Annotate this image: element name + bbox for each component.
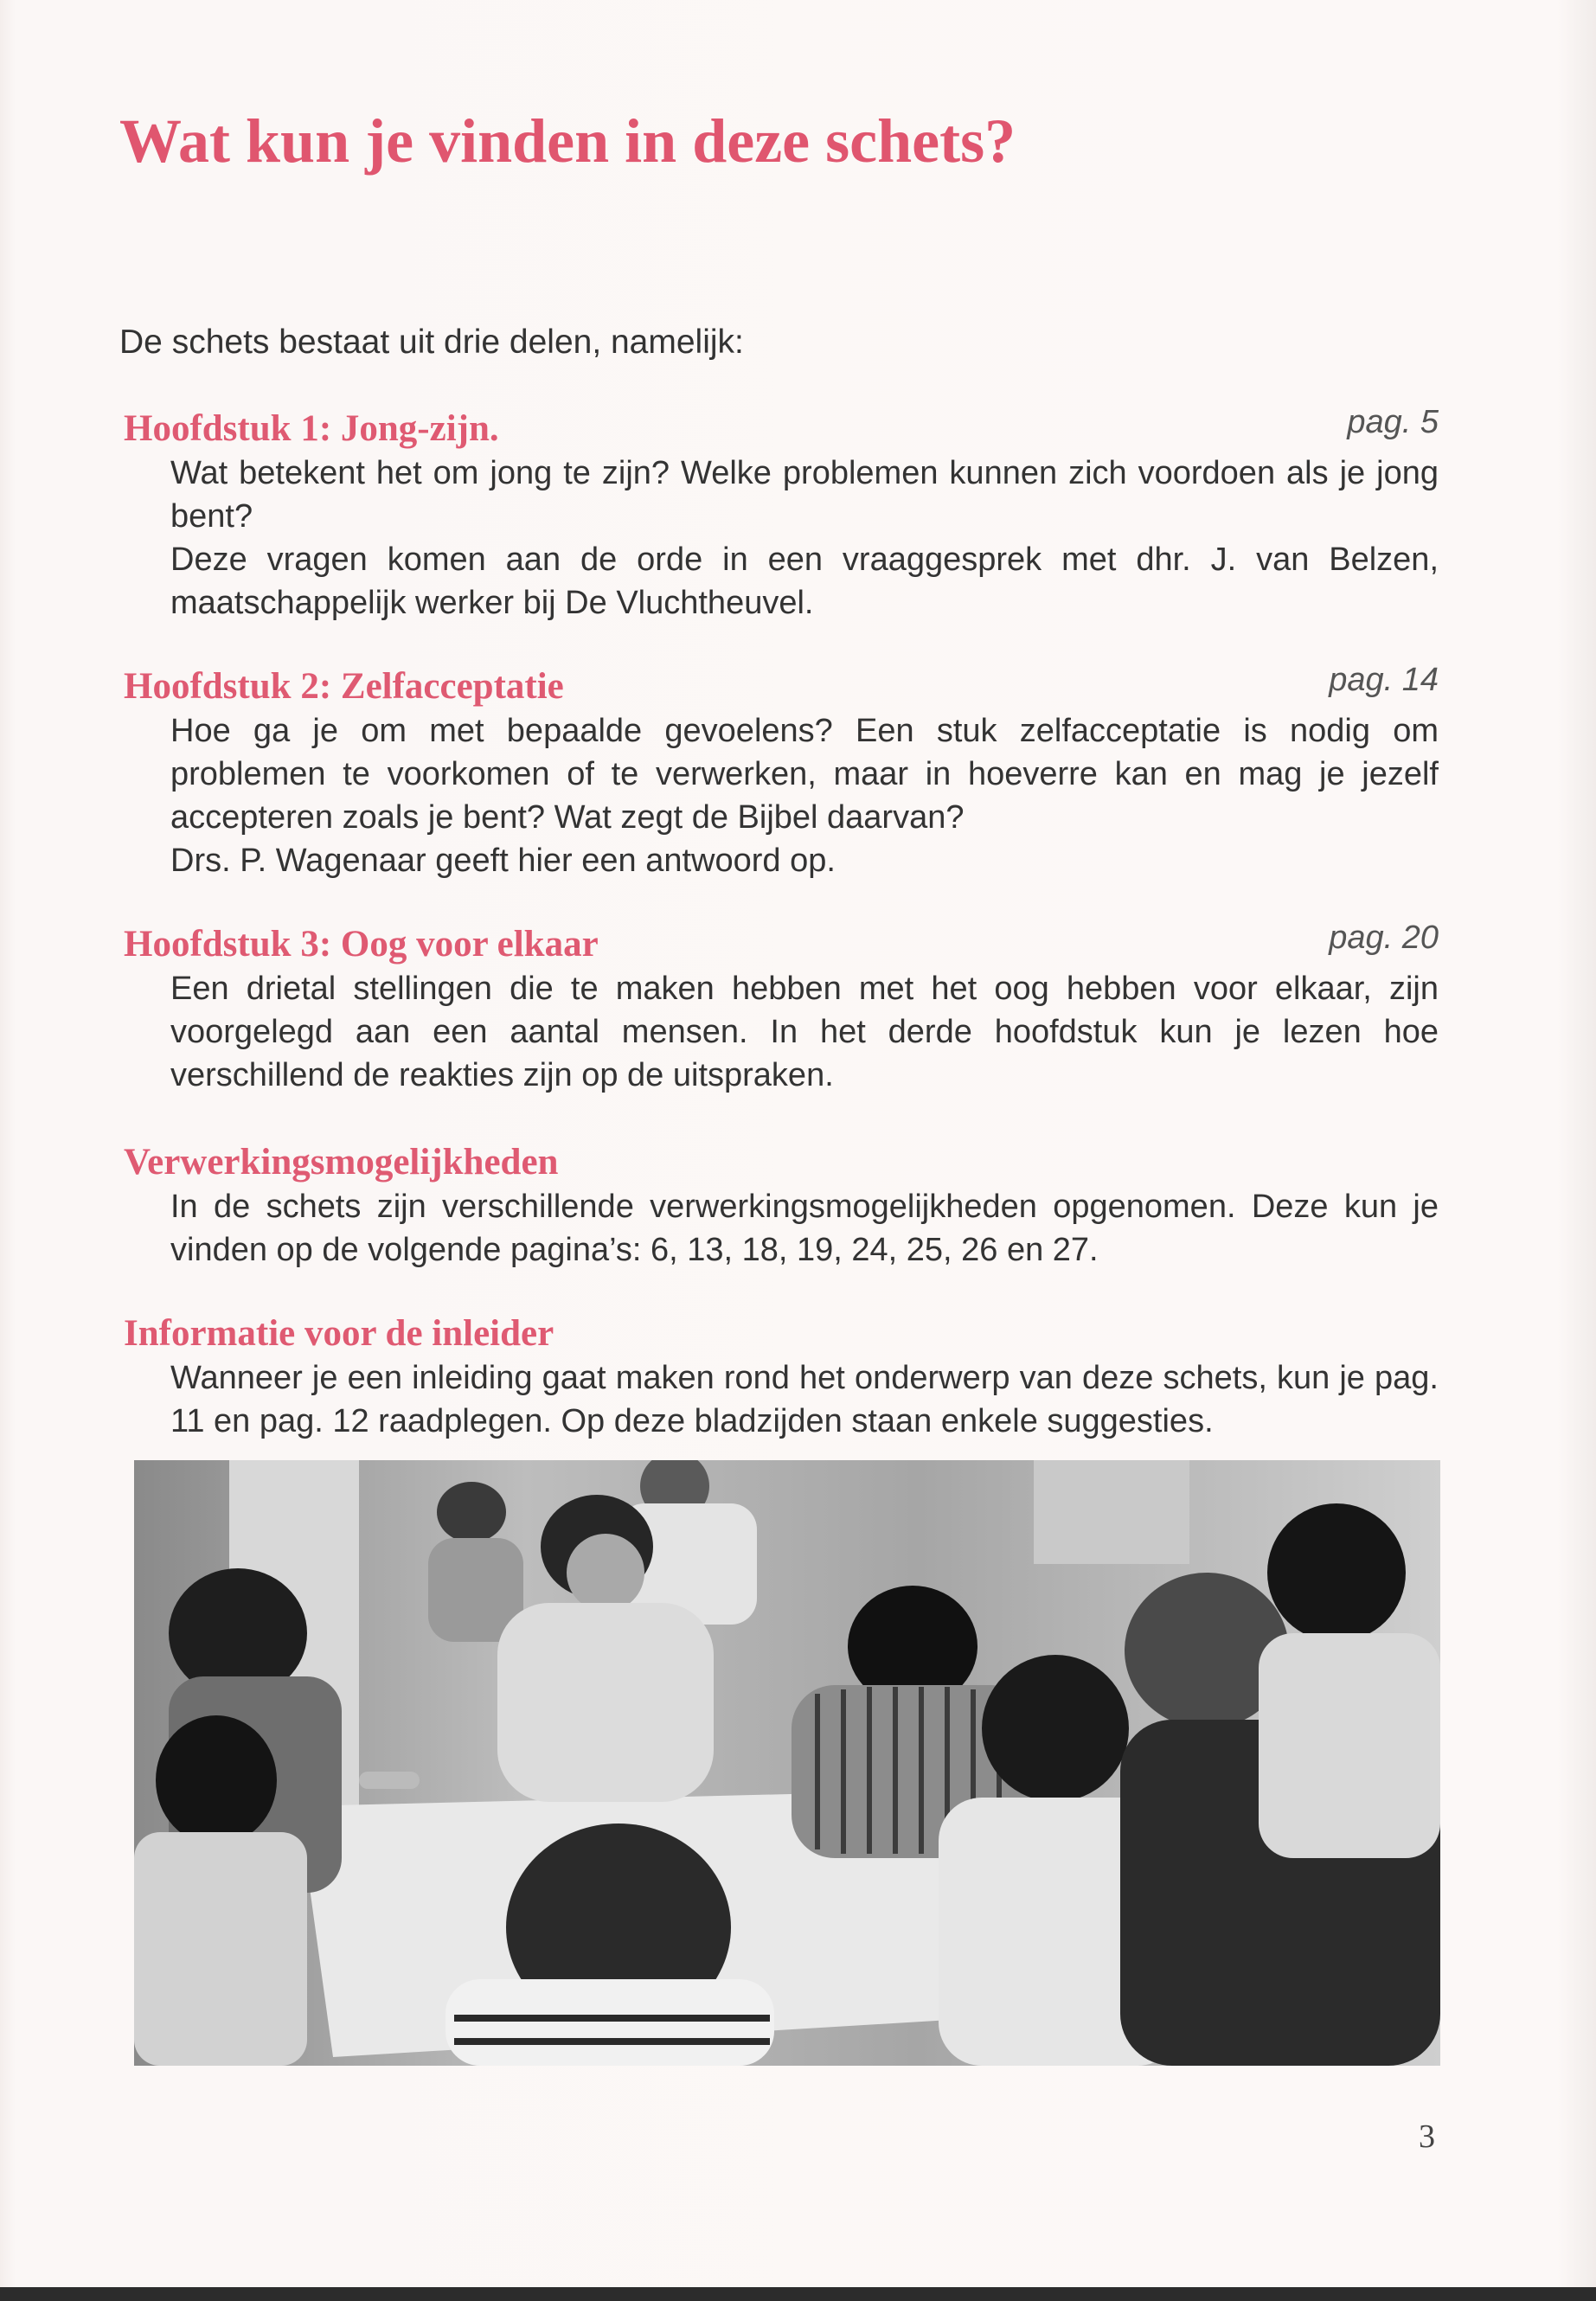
section-title: Hoofdstuk 1: Jong-zijn.	[124, 408, 499, 449]
section-title: Hoofdstuk 3: Oog voor elkaar	[124, 924, 599, 965]
section-header	[124, 922, 1439, 967]
section-paragraph: Deze vragen komen aan de orde in een vraaggesprek met dhr. J. van Belzen, maatschappelijk werker bij De Vluchtheuvel.	[170, 542, 1439, 621]
section-paragraph: Wat betekent het om jong te zijn? Welke problemen kunnen zich voordoen als je jong bent?	[170, 455, 1439, 535]
section-paragraph: In de schets zijn verschillende verwerkingsmogelijkheden opgenomen. Deze kun je vinden op de volgende pagina’s: 6, 13, 18, 19, 24, 25, 26 en 27.	[170, 1189, 1439, 1268]
section-title: Verwerkingsmogelijkheden	[124, 1142, 559, 1183]
section-processing	[124, 1140, 1439, 1272]
section-body	[170, 1356, 1439, 1443]
section-page-ref: pag. 5	[1347, 404, 1439, 440]
section-header	[124, 664, 1439, 709]
section-chapter-2	[124, 664, 1439, 882]
section-page-ref: pag. 20	[1329, 920, 1439, 956]
section-header	[124, 1140, 1439, 1185]
section-body	[170, 1185, 1439, 1272]
page-edge-strip	[0, 2287, 1596, 2301]
section-chapter-3	[124, 922, 1439, 1097]
section-title: Informatie voor de inleider	[124, 1313, 554, 1354]
section-title: Hoofdstuk 2: Zelfacceptatie	[124, 666, 564, 707]
section-paragraph: Hoe ga je om met bepaalde gevoelens? Een stuk zelfacceptatie is nodig om problemen te voorkomen of te verwerken, maar in hoeverre kan en mag je jezelf accepteren zoals je bent? Wat zegt de Bijbel daarvan?	[170, 713, 1439, 836]
section-header	[124, 404, 1439, 452]
section-body	[170, 967, 1439, 1097]
section-header	[124, 1311, 1439, 1356]
page-title: Wat kun je vinden in deze schets?	[119, 106, 1016, 176]
group-photo-illustration	[134, 1460, 1440, 2066]
section-page-ref: pag. 14	[1329, 662, 1439, 698]
section-body	[170, 452, 1439, 625]
section-paragraph: Wanneer je een inleiding gaat maken rond het onderwerp van deze schets, kun je pag. 11 en pag. 12 raadplegen. Op deze bladzijden staan enkele suggesties.	[170, 1360, 1439, 1439]
intro-text: De schets bestaat uit drie delen, namelijk:	[119, 324, 744, 361]
section-paragraph: Een drietal stellingen die te maken hebben met het oog hebben voor elkaar, zijn voorgelegd aan een aantal mensen. In het derde hoofdstuk kun je lezen hoe verschillend de reakties zijn op de uitspraken.	[170, 971, 1439, 1093]
section-speaker-info	[124, 1311, 1439, 1443]
group-photo	[134, 1460, 1440, 2066]
section-chapter-1	[124, 404, 1439, 625]
section-body	[170, 709, 1439, 882]
section-paragraph: Drs. P. Wagenaar geeft hier een antwoord op.	[170, 843, 836, 879]
page-number: 3	[1419, 2118, 1435, 2155]
